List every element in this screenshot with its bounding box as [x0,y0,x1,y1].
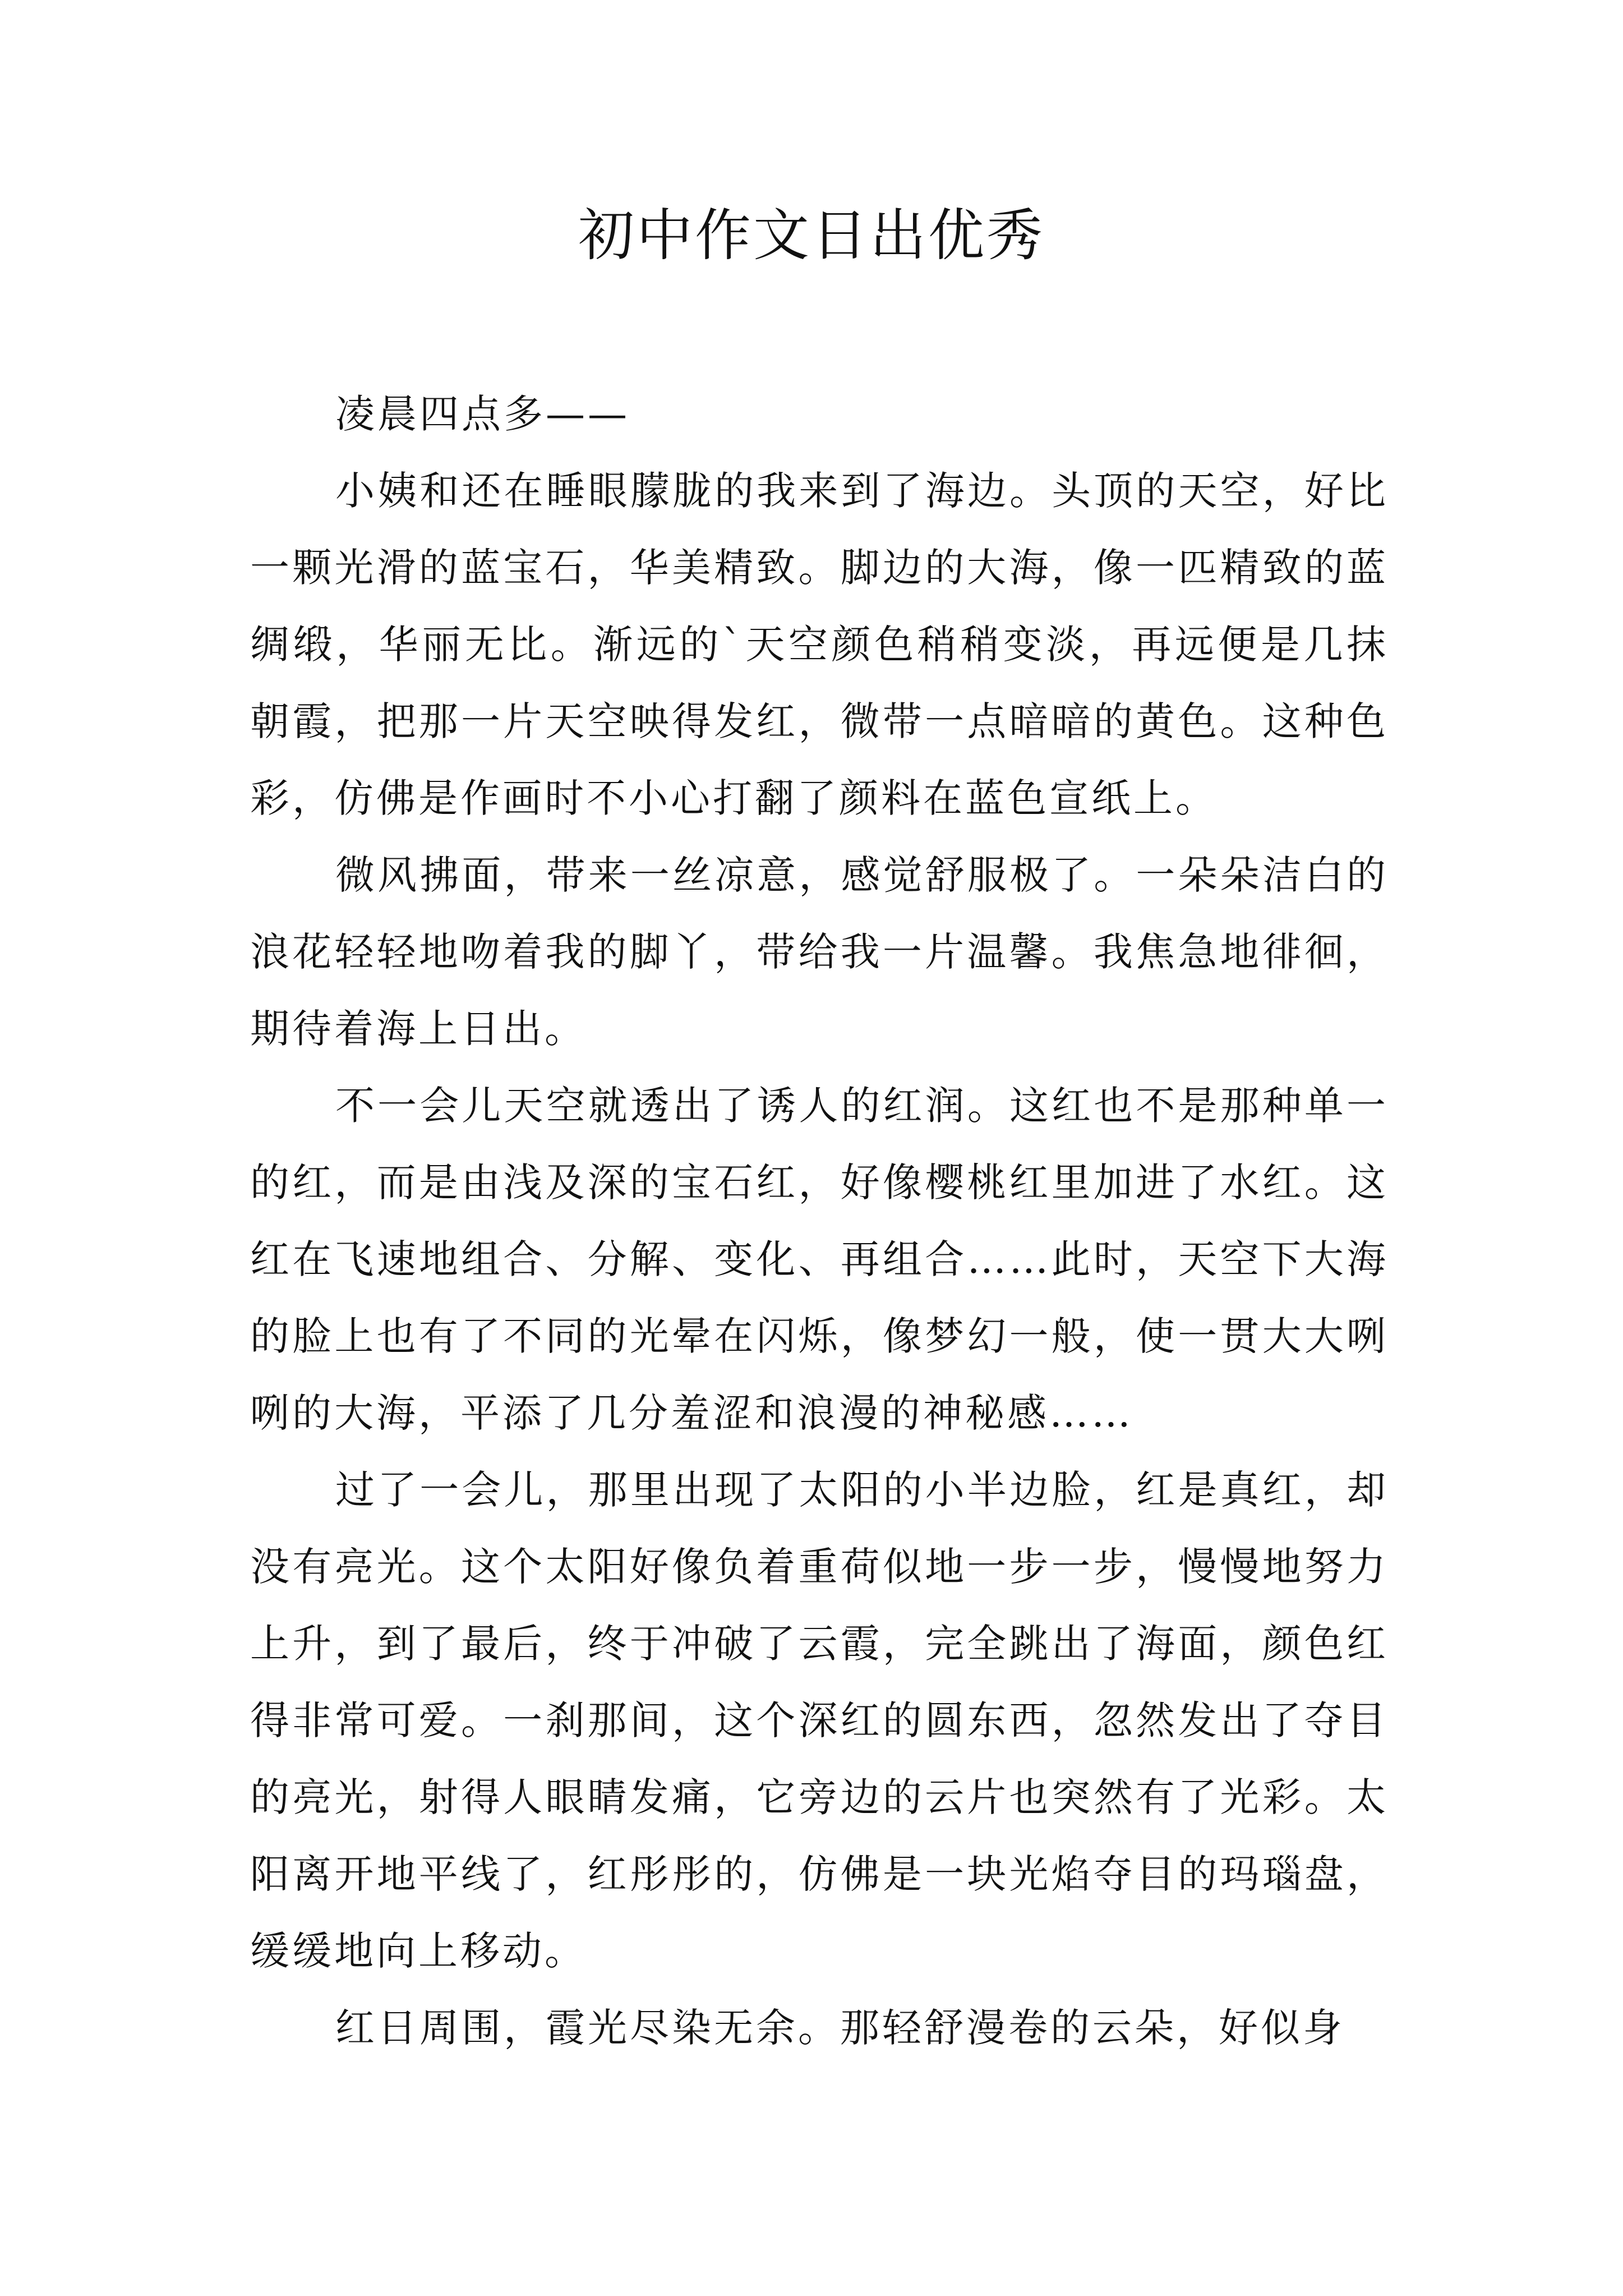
paragraph-breeze: 微风拂面，带来一丝凉意，感觉舒服极了。一朵朵洁白的浪花轻轻地吻着我的脚丫，带给我一片温馨。我焦急地徘徊，期待着海上日出。 [250,852,1389,1052]
paragraph-opening: 凌晨四点多—— [335,391,630,437]
paragraph-clouds: 红日周围，霞光尽染无余。那轻舒漫卷的云朵，好似身 [335,2005,1345,2051]
document-body [250,376,1389,2067]
document-title: 初中作文日出优秀 [578,203,1045,268]
paragraph-sunrise: 过了一会儿，那里出现了太阳的小半边脸，红是真红，却没有亮光。这个太阳好像负着重荷似地一步一步，慢慢地努力上升，到了最后，终于冲破了云霞，完全跳出了海面，颜色红得非常可爱。一刹那间，这个深红的圆东西，忽然发出了夺目的亮光，射得人眼睛发痛，它旁边的云片也突然有了光彩。太阳离开地平线了，红彤彤的，仿佛是一块光焰夺目的玛瑙盘，缓缓地向上移动。 [250,1467,1389,1974]
paragraph-seaside-sky: 小姨和还在睡眼朦胧的我来到了海边。头顶的天空，好比一颗光滑的蓝宝石，华美精致。脚边的大海，像一匹精致的蓝绸缎，华丽无比。渐远的`天空颜色稍稍变淡，再远便是几抹朝霞，把那一片天空映得发红，微带一点暗暗的黄色。这种色彩，仿佛是作画时不小心打翻了颜料在蓝色宣纸上。 [250,468,1389,821]
paragraph-red-glow: 不一会儿天空就透出了诱人的红润。这红也不是那种单一的红，而是由浅及深的宝石红，好像樱桃红里加进了水红。这红在飞速地组合、分解、变化、再组合……此时，天空下大海的脸上也有了不同的光晕在闪烁，像梦幻一般，使一贯大大咧咧的大海，平添了几分羞涩和浪漫的神秘感…… [250,1083,1389,1436]
